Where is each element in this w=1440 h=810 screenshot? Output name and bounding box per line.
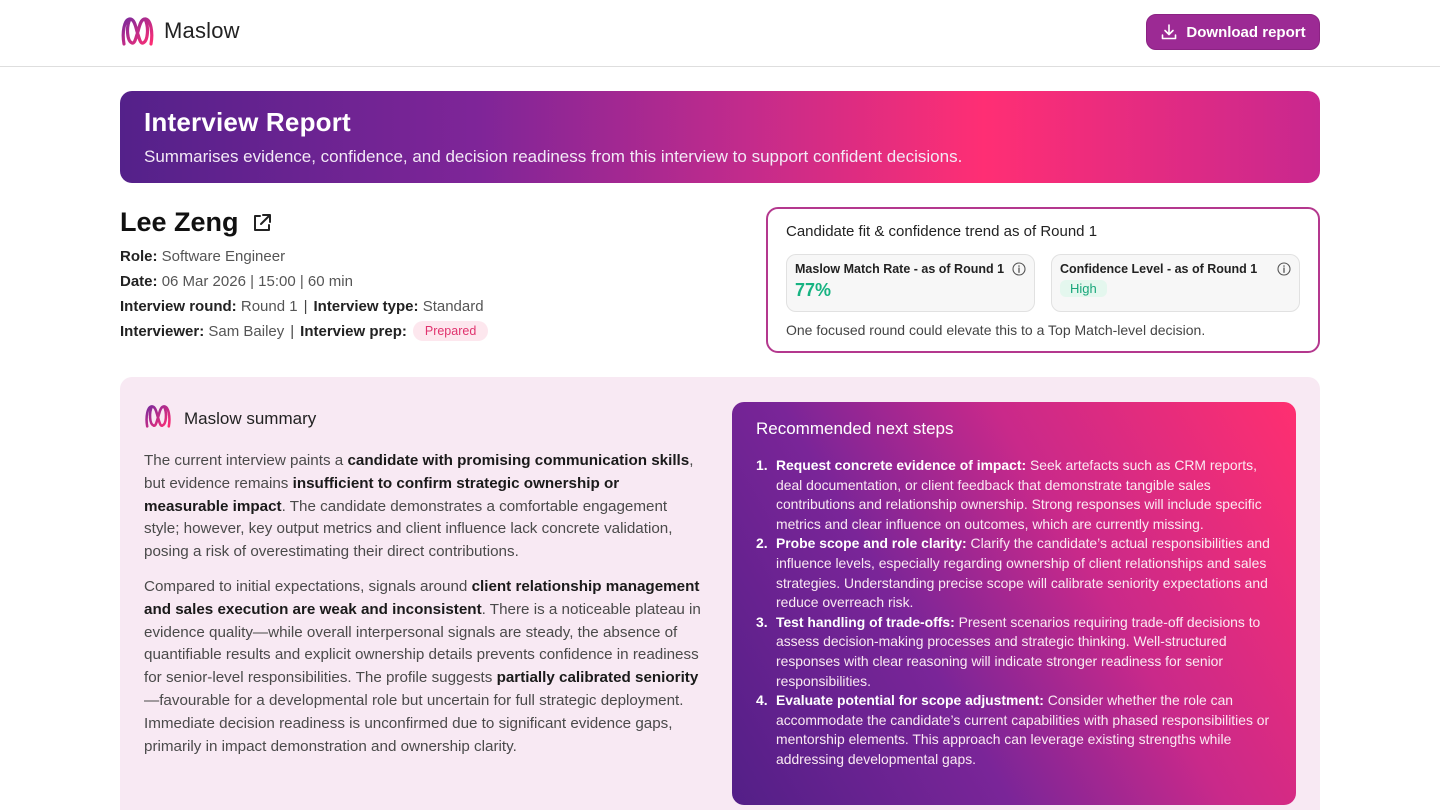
maslow-logo-icon [120,15,155,47]
step-body: Seek artefacts such as CRM reports, deal documentation, or client feedback that demonstrate tangible sales contributions and relationship ownership. Strong responses will include specific metrics and clear influence on outcomes, which are currently missing. [776,457,1262,532]
list-item [756,534,1272,612]
step-body: Present scenarios requiring trade-off decisions to assess decision-making processes and strategic thinking. Well-structured responses with clear reasoning will indicate stronger readiness for senior responsibilities. [776,613,1261,689]
step-body: Clarify the candidate’s actual responsibilities and influence levels, especially regarding ownership of client relationships and sales strategies. Understanding precise scope will calibrate seniority expectations and reduce overreach risk. [776,535,1270,611]
step-number: 4. [756,692,768,709]
date-value: 06 Mar 2026 | 15:00 | 60 min [161,273,353,290]
separator: | [303,298,308,315]
prep-label: Interview prep: [300,323,407,340]
summary-panel [120,377,1320,810]
candidate-meta [120,244,488,344]
fit-card-title: Candidate fit & confidence trend as of Round 1 [786,223,1098,240]
interviewer-row [120,319,488,344]
page-subtitle: Summarises evidence, confidence, and decision readiness from this interview to support confident decisions. [144,147,963,166]
summary-text: . There is a noticeable plateau in evidence quality—while overall interpersonal signals are steady, the absence of quantifiable results and explicit ownership details prevents confidence in readiness for senior-level responsibilities. The profile suggests [144,600,701,687]
step-heading: Evaluate potential for scope adjustment: [776,692,1044,709]
brand-logo[interactable] [120,15,240,47]
step-heading: Test handling of trade-offs: [776,613,955,630]
summary-highlight: partially calibrated seniority [496,669,699,687]
summary-paragraph-1 [144,450,706,564]
step-body: Consider whether the role can accommodate the candidate’s current capabilities with phased responsibilities or mentorship elements. This approach can leverage existing strengths while addressing developmental gaps. [776,692,1270,767]
round-value: Round 1 [240,298,298,315]
page-title: Interview Report [144,107,351,137]
match-rate-label: Maslow Match Rate - as of Round 1 [795,262,1005,276]
confidence-level-box [1051,254,1300,312]
external-link-icon[interactable] [251,212,273,234]
interviewer-value: Sam Bailey [208,323,285,340]
match-rate-value: 77% [795,280,832,300]
top-bar [0,0,1440,67]
info-icon[interactable] [1277,262,1291,276]
step-number: 1. [756,457,768,473]
step-heading: Request concrete evidence of impact: [776,457,1027,473]
separator: | [290,323,295,340]
date-label: Date: [120,273,158,290]
round-row [120,294,488,319]
report-hero-banner [120,91,1320,183]
confidence-level-label: Confidence Level - as of Round 1 [1060,262,1258,276]
round-label: Interview round: [120,298,237,315]
role-label: Role: [120,248,158,265]
download-report-label: Download report [1186,23,1306,41]
summary-text: —favourable for a developmental role but uncertain for full strategic deployment. Immediate decision readiness is unconfirmed due to significant evidence gaps, primarily in impact demonstration and ownership clarity. [144,691,684,755]
maslow-logo-icon [144,403,172,434]
next-steps-title: Recommended next steps [756,419,954,438]
type-label: Interview type: [313,298,419,315]
step-heading: Probe scope and role clarity: [776,535,967,552]
summary-text: The current interview paints a [144,452,348,469]
next-steps-list [756,456,1272,770]
fit-confidence-card [766,207,1320,353]
download-report-button[interactable] [1146,14,1320,50]
type-value: Standard [422,298,484,315]
info-icon[interactable] [1012,262,1026,276]
list-item [756,691,1272,769]
summary-text: . The candidate demonstrates a comfortable engagement style; however, key output metrics and client influence lack concrete validation, posing a risk of overestimating their direct contributions. [144,497,673,561]
maslow-summary [144,403,706,758]
summary-paragraph-2 [144,576,706,758]
role-row [120,244,488,269]
fit-note: One focused round could elevate this to a Top Match-level decision. [786,322,1206,338]
list-item [756,456,1272,534]
summary-highlight: insufficient to confirm strategic ownership or measurable impact [144,474,620,515]
date-row [120,269,488,294]
summary-highlight: client relationship management and sales execution are weak and inconsistent [144,577,700,618]
step-number: 2. [756,535,768,552]
step-number: 3. [756,613,768,630]
role-value: Software Engineer [161,248,286,265]
summary-text: , but evidence remains [144,452,694,492]
brand-name: Maslow [164,18,240,43]
candidate-name: Lee Zeng [120,207,239,237]
list-item [756,613,1272,691]
candidate-details [120,207,488,344]
download-icon [1160,23,1178,41]
recommended-next-steps-card [732,402,1296,805]
summary-text: Compared to initial expectations, signals around [144,577,472,595]
status-badge: Prepared [413,321,488,341]
summary-highlight: candidate with promising communication skills [347,452,690,469]
confidence-level-badge: High [1060,280,1107,297]
interviewer-label: Interviewer: [120,323,205,340]
summary-title: Maslow summary [184,408,317,428]
match-rate-box [786,254,1035,312]
